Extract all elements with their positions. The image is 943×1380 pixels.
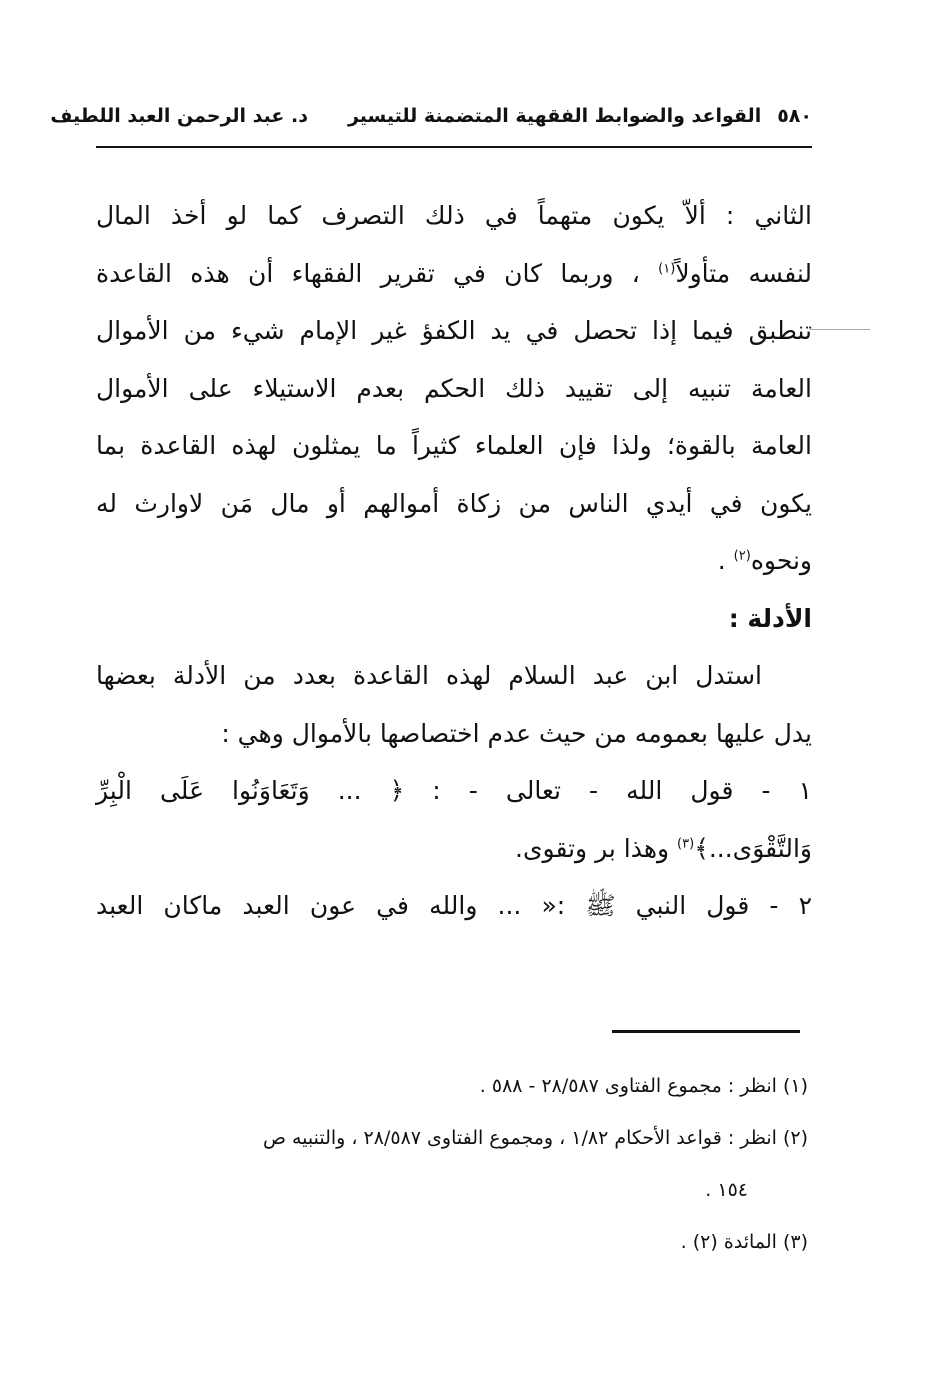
footnote: (١) انظر : مجموع الفتاوى ٢٨/٥٨٧ - ٥٨٨ . bbox=[479, 1075, 808, 1097]
text-line: يدل عليها بعمومه من حيث عدم اختصاصها بالأموال وهي : bbox=[221, 718, 812, 748]
text-line: ١ - قول الله - تعالى - : ﴿ ... وَتَعَاوَنُوا عَلَى الْبِرِّ bbox=[96, 776, 812, 805]
text-line: الثاني : ألاّ يكون متهماً في ذلك التصرف كما لو أخذ المال bbox=[96, 201, 812, 230]
running-header bbox=[50, 96, 812, 136]
footnote-continuation: ١٥٤ . bbox=[705, 1179, 748, 1201]
header-divider bbox=[96, 146, 812, 148]
author-name: د. عبد الرحمن العبد اللطيف bbox=[50, 105, 308, 127]
text-line: لنفسه متأولاً$^{(١)}$ ، وربما كان في تقرير الفقهاء أن هذه القاعدة bbox=[96, 258, 813, 288]
footnote: (٣) المائدة (٢) . bbox=[680, 1231, 808, 1253]
footnote-ref[interactable]: (٣) bbox=[677, 836, 695, 852]
main-text bbox=[96, 187, 812, 935]
section-heading: الأدلة : bbox=[728, 603, 812, 633]
margin-mark bbox=[810, 329, 870, 330]
text-line: يكون في أيدي الناس من زكاة أموالهم أو مال مَن لاوارث له bbox=[96, 488, 812, 518]
text-line: وَالتَّقْوَى...﴾$^{(٣)}$ وهذا بر وتقوى. bbox=[515, 833, 812, 863]
footnote: (٢) انظر : قواعد الأحكام ١/٨٢ ، ومجموع الفتاوى ٢٨/٥٨٧ ، والتنبيه ص bbox=[262, 1127, 808, 1149]
text-line: ٢ - قول النبي ﷺ :« ... والله في عون العبد ماكان العبد bbox=[96, 891, 812, 920]
page-number: ٥٨٠ bbox=[777, 105, 812, 127]
footnote-ref[interactable]: (٢) bbox=[733, 548, 751, 564]
text-line: ونحوه$^{(٢)}$ . bbox=[717, 546, 812, 575]
text-line: العامة تنبيه إلى تقييد ذلك الحكم بعدم الاستيلاء على الأموال bbox=[96, 373, 812, 403]
text-line: العامة بالقوة؛ ولذا فإن العلماء كثيراً ما يمثلون لهذه القاعدة بما bbox=[96, 431, 812, 460]
text-line: تنطبق فيما إذا تحصل في يد الكفؤ غير الإمام شيء من الأموال bbox=[96, 316, 812, 345]
text-line: استدل ابن عبد السلام لهذه القاعدة بعدد من الأدلة بعضها bbox=[96, 661, 762, 690]
footnote-divider bbox=[612, 1030, 800, 1033]
footnotes bbox=[96, 1060, 808, 1268]
footnote-ref[interactable]: (١) bbox=[658, 261, 676, 277]
book-title: القواعد والضوابط الفقهية المتضمنة للتيسير bbox=[347, 105, 762, 127]
